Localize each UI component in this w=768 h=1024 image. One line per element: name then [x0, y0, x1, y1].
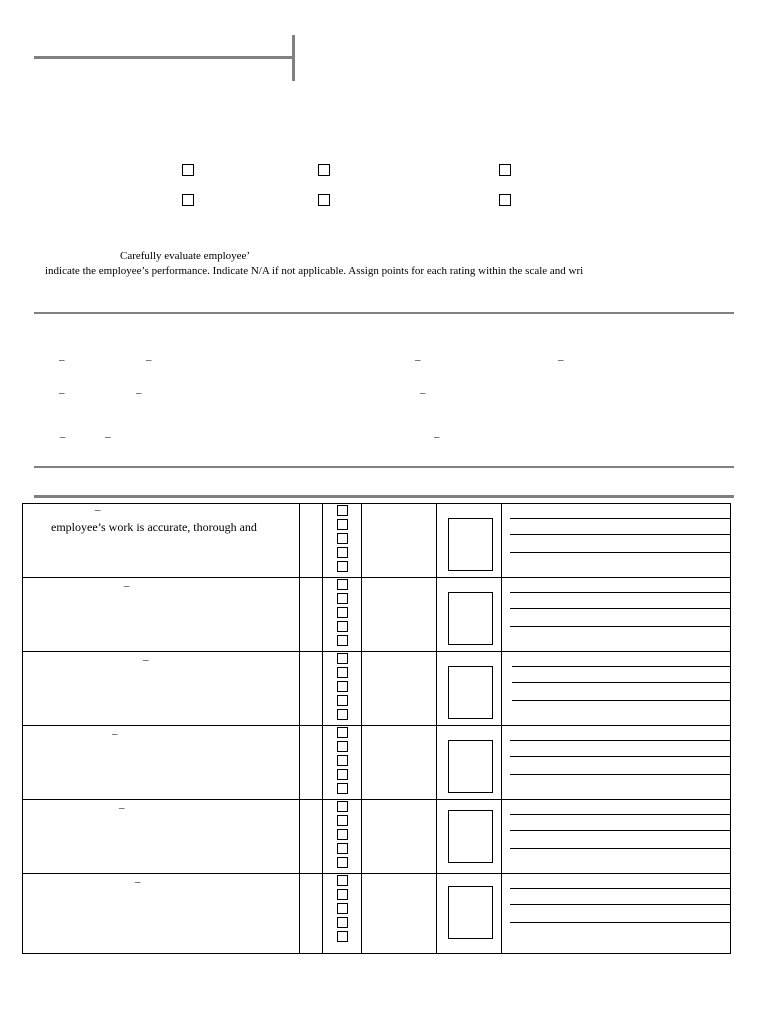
rating-checkbox[interactable]	[337, 727, 348, 738]
rating-checkbox[interactable]	[337, 505, 348, 516]
spacer-cell	[300, 504, 323, 578]
comment-line	[510, 740, 730, 741]
comment-line	[512, 666, 730, 667]
rating-checkbox[interactable]	[337, 857, 348, 868]
category-dash: –	[124, 580, 130, 592]
points-cell	[437, 800, 502, 874]
rating-checkbox[interactable]	[337, 755, 348, 766]
section-rule-3	[34, 495, 734, 498]
rating-cell	[323, 874, 362, 954]
category-cell	[23, 504, 300, 578]
table-row	[23, 726, 731, 800]
legend-dash: –	[420, 387, 426, 399]
rating-cell	[323, 578, 362, 652]
rating-checkbox[interactable]	[337, 533, 348, 544]
rating-checkbox[interactable]	[337, 829, 348, 840]
rating-checkbox[interactable]	[337, 889, 348, 900]
points-box[interactable]	[448, 740, 493, 793]
rating-checkbox[interactable]	[337, 593, 348, 604]
spacer-cell	[300, 726, 323, 800]
option-checkbox-1[interactable]	[182, 164, 194, 176]
comment-line	[510, 756, 730, 757]
rating-cell	[323, 652, 362, 726]
legend-dash: –	[146, 354, 152, 366]
comments-cell[interactable]	[502, 874, 731, 954]
option-checkbox-3[interactable]	[499, 164, 511, 176]
rating-checkbox[interactable]	[337, 931, 348, 942]
comment-line	[510, 830, 730, 831]
blank-cell	[362, 578, 437, 652]
legend-dash: –	[59, 387, 65, 399]
rating-checkbox[interactable]	[337, 709, 348, 720]
rating-checkbox[interactable]	[337, 607, 348, 618]
rating-checkbox[interactable]	[337, 621, 348, 632]
points-box[interactable]	[448, 886, 493, 939]
rating-cell	[323, 800, 362, 874]
table-row	[23, 800, 731, 874]
header-tick	[292, 35, 295, 81]
comment-line	[510, 774, 730, 775]
legend-dash: –	[60, 431, 66, 443]
legend-dash: –	[558, 354, 564, 366]
option-checkbox-4[interactable]	[182, 194, 194, 206]
table-row	[23, 504, 731, 578]
points-cell	[437, 578, 502, 652]
spacer-cell	[300, 652, 323, 726]
header-rule	[34, 56, 294, 59]
rating-checkbox[interactable]	[337, 681, 348, 692]
rating-checkbox[interactable]	[337, 801, 348, 812]
blank-cell	[362, 800, 437, 874]
rating-cell	[323, 504, 362, 578]
spacer-cell	[300, 578, 323, 652]
option-checkbox-6[interactable]	[499, 194, 511, 206]
table-row	[23, 578, 731, 652]
comments-cell[interactable]	[502, 726, 731, 800]
section-rule-2	[34, 466, 734, 468]
comment-line	[510, 608, 730, 609]
option-checkbox-5[interactable]	[318, 194, 330, 206]
rating-checkbox[interactable]	[337, 875, 348, 886]
instructions-line-1: Carefully evaluate employee’	[120, 250, 251, 262]
rating-checkbox[interactable]	[337, 783, 348, 794]
category-dash: –	[112, 728, 118, 740]
section-rule-1	[34, 312, 734, 314]
category-text: employee’s work is accurate, thorough and	[51, 520, 257, 534]
rating-checkbox[interactable]	[337, 547, 348, 558]
rating-checkbox[interactable]	[337, 741, 348, 752]
rating-checkbox[interactable]	[337, 903, 348, 914]
points-cell	[437, 504, 502, 578]
points-box[interactable]	[448, 810, 493, 863]
comment-line	[510, 626, 730, 627]
category-dash: –	[95, 504, 101, 516]
comment-line	[510, 552, 730, 553]
rating-checkbox[interactable]	[337, 667, 348, 678]
table-row	[23, 874, 731, 954]
category-cell	[23, 726, 300, 800]
category-cell	[23, 800, 300, 874]
points-box[interactable]	[448, 666, 493, 719]
rating-checkbox[interactable]	[337, 695, 348, 706]
option-checkbox-2[interactable]	[318, 164, 330, 176]
rating-cell	[323, 726, 362, 800]
rating-checkbox[interactable]	[337, 815, 348, 826]
comments-cell[interactable]	[502, 800, 731, 874]
comments-cell[interactable]	[502, 578, 731, 652]
category-cell	[23, 578, 300, 652]
rating-checkbox[interactable]	[337, 843, 348, 854]
comments-cell[interactable]	[502, 652, 731, 726]
spacer-cell	[300, 874, 323, 954]
instructions-line-2: indicate the employee’s performance. Indicate N/A if not applicable. Assign points for each rating within the scale and wri	[45, 265, 584, 277]
table-row	[23, 652, 731, 726]
comment-line	[512, 700, 730, 701]
points-cell	[437, 726, 502, 800]
rating-checkbox[interactable]	[337, 635, 348, 646]
comment-line	[510, 814, 730, 815]
points-box[interactable]	[448, 592, 493, 645]
comment-line	[510, 848, 730, 849]
rating-checkbox[interactable]	[337, 769, 348, 780]
points-cell	[437, 874, 502, 954]
comment-line	[510, 888, 730, 889]
category-cell	[23, 652, 300, 726]
rating-checkbox[interactable]	[337, 579, 348, 590]
spacer-cell	[300, 800, 323, 874]
rating-checkbox[interactable]	[337, 561, 348, 572]
comment-line	[512, 682, 730, 683]
legend-dash: –	[105, 431, 111, 443]
comment-line	[510, 922, 730, 923]
legend-dash: –	[415, 354, 421, 366]
blank-cell	[362, 874, 437, 954]
comments-cell[interactable]	[502, 504, 731, 578]
comment-line	[510, 518, 730, 519]
legend-dash: –	[434, 431, 440, 443]
category-dash: –	[119, 802, 125, 814]
blank-cell	[362, 726, 437, 800]
rating-checkbox[interactable]	[337, 519, 348, 530]
points-cell	[437, 652, 502, 726]
comment-line	[510, 592, 730, 593]
category-dash: –	[135, 876, 141, 888]
blank-cell	[362, 652, 437, 726]
rating-checkbox[interactable]	[337, 917, 348, 928]
comment-line	[510, 904, 730, 905]
blank-cell	[362, 504, 437, 578]
points-box[interactable]	[448, 518, 493, 571]
category-cell	[23, 874, 300, 954]
legend-dash: –	[59, 354, 65, 366]
legend-dash: –	[136, 387, 142, 399]
comment-line	[510, 534, 730, 535]
evaluation-table	[22, 503, 731, 954]
rating-checkbox[interactable]	[337, 653, 348, 664]
category-dash: –	[143, 654, 149, 666]
